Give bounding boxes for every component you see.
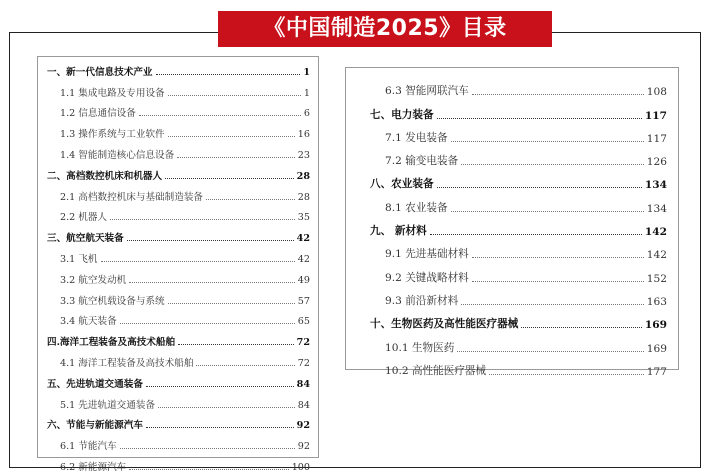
toc-entry-label: 3.3 航空机载设备与系统 — [60, 295, 165, 307]
toc-entry-page-number: 28 — [297, 191, 310, 203]
toc-section-entry[interactable] — [346, 76, 678, 99]
dot-leader — [177, 157, 295, 158]
dot-leader — [168, 136, 295, 137]
toc-entry-page-number: 42 — [296, 233, 310, 245]
toc-section-entry[interactable] — [38, 266, 318, 287]
dot-leader — [521, 327, 642, 328]
toc-entry-label: 9.3 前沿新材料 — [385, 294, 459, 307]
dot-leader — [158, 407, 295, 408]
toc-entry-label: 6.3 智能网联汽车 — [385, 85, 469, 98]
dot-leader — [120, 323, 295, 324]
toc-right-column — [345, 67, 679, 378]
toc-entry-label: 4.1 海洋工程装备及高技术船舶 — [60, 357, 194, 369]
dot-leader — [472, 281, 644, 282]
toc-entry-page-number: 35 — [297, 212, 310, 224]
dot-leader — [437, 118, 642, 119]
toc-entry-page-number: 169 — [644, 319, 667, 332]
toc-entry-label: 3.4 航天装备 — [60, 316, 117, 328]
toc-entry-label: 3.1 飞机 — [60, 253, 98, 265]
dot-leader — [120, 448, 295, 449]
toc-entry-label: 八、农业装备 — [370, 178, 434, 191]
toc-section-entry[interactable] — [346, 262, 678, 285]
toc-entry-page-number: 92 — [296, 420, 310, 432]
toc-entry-label: 1.3 操作系统与工业软件 — [60, 129, 165, 141]
dot-leader — [127, 240, 294, 241]
toc-entry-page-number: 84 — [297, 399, 310, 411]
page-title: 《中国制造2025》目录 — [218, 11, 552, 47]
toc-entry-label: 7.2 输变电装备 — [385, 155, 459, 168]
toc-entry-label: 6.2 新能源汽车 — [60, 461, 127, 473]
toc-entry-page-number: 134 — [646, 202, 667, 215]
toc-entry-label: 七、电力装备 — [370, 108, 434, 121]
toc-chapter-entry[interactable] — [38, 162, 318, 183]
toc-section-entry[interactable] — [38, 349, 318, 370]
toc-entry-label: 六、节能与新能源汽车 — [47, 420, 143, 432]
toc-section-entry[interactable] — [38, 391, 318, 412]
toc-entry-label: 10.1 生物医药 — [385, 341, 455, 354]
toc-entry-page-number: 65 — [297, 316, 310, 328]
toc-entry-label: 5.1 先进轨道交通装备 — [60, 399, 156, 411]
toc-section-entry[interactable] — [346, 192, 678, 215]
toc-entry-label: 2.1 高档数控机床与基础制造装备 — [60, 191, 204, 203]
toc-section-entry[interactable] — [38, 453, 318, 474]
dot-leader — [156, 74, 301, 75]
toc-entry-page-number: 100 — [291, 461, 310, 473]
toc-section-entry[interactable] — [38, 287, 318, 308]
toc-section-entry[interactable] — [38, 120, 318, 141]
toc-chapter-entry[interactable] — [346, 216, 678, 239]
toc-entry-page-number: 177 — [646, 365, 667, 378]
dot-leader — [206, 199, 295, 200]
toc-entry-label: 五、先进轨道交通装备 — [47, 378, 143, 390]
dot-leader — [129, 282, 295, 283]
toc-section-entry[interactable] — [346, 239, 678, 262]
dot-leader — [472, 257, 644, 258]
dot-leader — [146, 386, 294, 387]
toc-section-entry[interactable] — [346, 286, 678, 309]
toc-entry-page-number: 6 — [303, 108, 310, 120]
toc-entry-page-number: 42 — [297, 253, 310, 265]
dot-leader — [457, 351, 643, 352]
toc-entry-page-number: 163 — [646, 295, 667, 308]
dot-leader — [129, 469, 288, 470]
toc-entry-label: 3.2 航空发动机 — [60, 274, 127, 286]
toc-chapter-entry[interactable] — [346, 99, 678, 122]
toc-entry-page-number: 72 — [297, 357, 310, 369]
toc-entry-label: 7.1 发电装备 — [385, 131, 448, 144]
toc-entry-page-number: 126 — [646, 156, 667, 169]
toc-entry-label: 6.1 节能汽车 — [60, 441, 117, 453]
toc-section-entry[interactable] — [38, 183, 318, 204]
toc-entry-page-number: 57 — [297, 295, 310, 307]
toc-entry-page-number: 72 — [296, 337, 310, 349]
toc-entry-page-number: 152 — [646, 272, 667, 285]
dot-leader — [472, 94, 644, 95]
dot-leader — [489, 374, 644, 375]
toc-section-entry[interactable] — [38, 141, 318, 162]
toc-entry-page-number: 142 — [646, 249, 667, 262]
toc-section-entry[interactable] — [346, 356, 678, 379]
toc-chapter-entry[interactable] — [38, 370, 318, 391]
toc-section-entry[interactable] — [38, 245, 318, 266]
toc-chapter-entry[interactable] — [346, 309, 678, 332]
toc-entry-label: 九、 新材料 — [370, 225, 427, 238]
toc-section-entry[interactable] — [38, 204, 318, 225]
toc-section-entry[interactable] — [38, 79, 318, 100]
dot-leader — [461, 304, 644, 305]
toc-chapter-entry[interactable] — [38, 412, 318, 433]
toc-entry-page-number: 142 — [644, 226, 667, 239]
dot-leader — [110, 219, 295, 220]
dot-leader — [451, 211, 644, 212]
toc-left-column — [37, 56, 319, 473]
dot-leader — [168, 303, 295, 304]
dot-leader — [165, 178, 294, 179]
toc-entry-page-number: 92 — [297, 441, 310, 453]
toc-section-entry[interactable] — [346, 332, 678, 355]
toc-section-entry[interactable] — [38, 308, 318, 329]
toc-section-entry[interactable] — [346, 123, 678, 146]
dot-leader — [451, 141, 644, 142]
toc-entry-label: 1.1 集成电路及专用设备 — [60, 87, 165, 99]
dot-leader — [437, 187, 642, 188]
toc-entry-page-number: 84 — [296, 378, 310, 390]
toc-chapter-entry[interactable] — [38, 328, 318, 349]
dot-leader — [168, 95, 301, 96]
toc-entry-label: 四.海洋工程装备及高技术船舶 — [47, 337, 176, 349]
toc-entry-page-number: 108 — [646, 86, 667, 99]
dot-leader — [461, 164, 644, 165]
toc-entry-page-number: 28 — [296, 170, 310, 182]
toc-entry-label: 一、新一代信息技术产业 — [47, 66, 153, 78]
toc-entry-page-number: 134 — [644, 179, 667, 192]
toc-entry-page-number: 1 — [303, 87, 310, 99]
toc-section-entry[interactable] — [38, 432, 318, 453]
toc-entry-label: 9.1 先进基础材料 — [385, 248, 469, 261]
dot-leader — [146, 427, 294, 428]
toc-entry-label: 10.2 高性能医疗器械 — [385, 364, 487, 377]
toc-entry-label: 三、航空航天装备 — [47, 233, 124, 245]
toc-section-entry[interactable] — [38, 100, 318, 121]
toc-section-entry[interactable] — [346, 146, 678, 169]
dot-leader — [101, 261, 295, 262]
toc-entry-page-number: 49 — [297, 274, 310, 286]
toc-entry-page-number: 169 — [646, 342, 667, 355]
toc-entry-page-number: 117 — [644, 109, 667, 122]
toc-chapter-entry[interactable] — [38, 224, 318, 245]
dot-leader — [430, 234, 642, 235]
dot-leader — [178, 344, 294, 345]
toc-entry-label: 2.2 机器人 — [60, 212, 108, 224]
toc-entry-label: 二、高档数控机床和机器人 — [47, 170, 163, 182]
toc-entry-page-number: 23 — [297, 149, 310, 161]
toc-entry-label: 9.2 关键战略材料 — [385, 271, 469, 284]
toc-entry-label: 1.4 智能制造核心信息设备 — [60, 149, 175, 161]
toc-entry-page-number: 1 — [303, 66, 310, 78]
toc-chapter-entry[interactable] — [38, 58, 318, 79]
toc-entry-label: 8.1 农业装备 — [385, 201, 448, 214]
toc-entry-page-number: 117 — [646, 132, 667, 145]
toc-entry-page-number: 16 — [297, 129, 310, 141]
toc-entry-label: 十、生物医药及高性能医疗器械 — [370, 318, 519, 331]
toc-entry-label: 1.2 信息通信设备 — [60, 108, 136, 120]
dot-leader — [139, 115, 301, 116]
dot-leader — [196, 365, 294, 366]
toc-chapter-entry[interactable] — [346, 169, 678, 192]
